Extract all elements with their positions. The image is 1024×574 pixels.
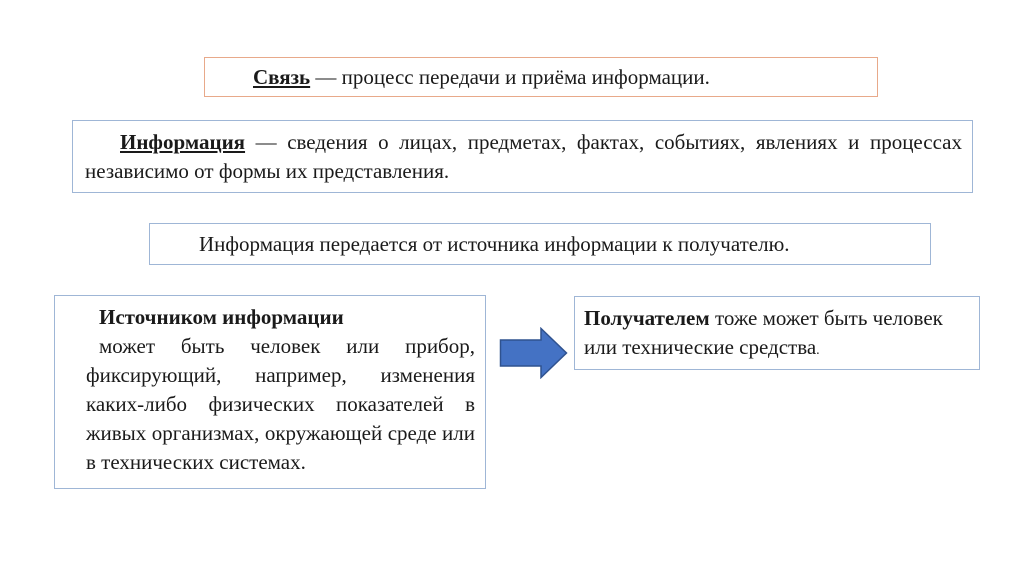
source-text: может быть человек или прибор, фиксирующий, например, изменения каких-либо физических показателей в живых организмах, окружающей среде или в технических системах. (86, 334, 475, 474)
receiver-box (574, 296, 980, 370)
transfer-statement: Информация передается от источника информации к получателю. (199, 232, 790, 256)
information-paragraph (85, 128, 962, 186)
arrow-shape (501, 329, 567, 378)
right-arrow-icon (499, 327, 568, 379)
source-heading: Источником информации (99, 305, 344, 329)
receiver-text: тоже может быть человек или технические средства (584, 306, 943, 359)
communication-definition: — процесс передачи и приёма информации. (310, 65, 710, 89)
information-definition: — сведения о лицах, предметах, фактах, событиях, явлениях и процессах независимо от формы их представления. (85, 130, 962, 183)
receiver-period: . (816, 343, 820, 358)
information-definition-box (72, 120, 973, 193)
source-box (54, 295, 486, 489)
communication-definition-box (204, 57, 878, 97)
information-term: Информация (120, 130, 246, 154)
communication-term: Связь (253, 65, 311, 89)
receiver-term: Получателем (584, 306, 710, 330)
transfer-statement-box (149, 223, 931, 265)
